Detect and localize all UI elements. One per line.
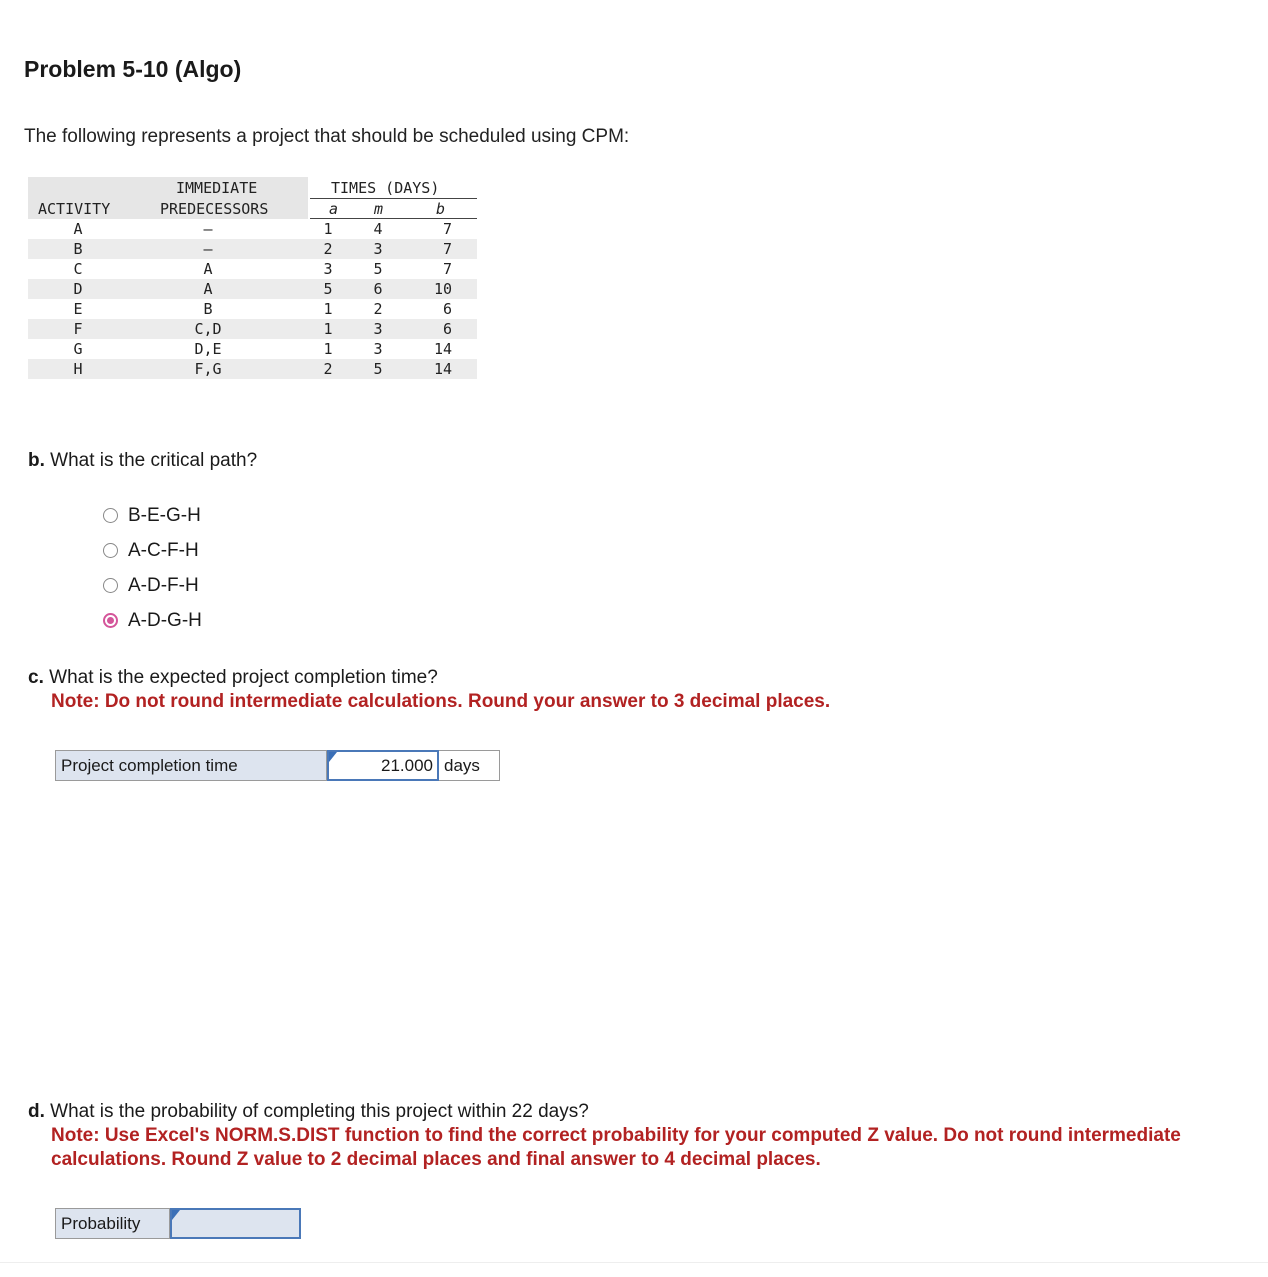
cell-predecessors: D,E [194,340,222,358]
table-row [28,339,477,359]
question-b [28,450,257,472]
probability-row [55,1208,301,1239]
completion-time-input[interactable] [327,750,439,781]
cell-a: 1 [323,340,333,358]
page-title: Problem 5-10 (Algo) [24,56,242,82]
table-row [28,239,477,259]
option-label: A-D-F-H [128,574,199,596]
completion-time-value: 21.000 [381,755,433,775]
cell-b: 14 [433,360,452,378]
cell-a: 2 [323,360,333,378]
cell-a: 3 [323,260,333,278]
radio-button[interactable] [103,508,118,523]
cell-m: 5 [373,360,383,378]
question-c-text: What is the expected project completion time? [43,667,438,688]
header-a: a [329,200,339,218]
cell-activity: F [73,320,83,338]
question-d-note: Note: Use Excel's NORM.S.DIST function to find the correct probability for your computed Z value. Do not round intermediate calculations. Round Z value to 2 decimal places and final answer to 4 decimal places. [51,1125,1181,1170]
table-body [28,219,477,379]
cell-b: 10 [433,280,452,298]
table-row [28,299,477,319]
cell-m: 2 [373,300,383,318]
completion-time-row [55,750,500,781]
probability-label: Probability [55,1208,170,1239]
header-activity: ACTIVITY [38,200,111,218]
cell-b: 7 [442,240,452,258]
probability-input[interactable] [170,1208,301,1239]
intro-text: The following represents a project that should be scheduled using CPM: [24,126,630,147]
header-predecessors: PREDECESSORS [160,200,269,218]
option-a-d-g-h[interactable] [103,603,202,638]
option-a-d-f-h[interactable] [103,568,202,603]
header-immediate: IMMEDIATE [176,179,258,197]
cell-activity: D [73,280,83,298]
question-c-note: Note: Do not round intermediate calculations. Round your answer to 3 decimal places. [51,691,831,712]
table-row [28,319,477,339]
critical-path-options [103,498,202,638]
cell-b: 14 [433,340,452,358]
question-d-text: What is the probability of completing this project within 22 days? [44,1101,589,1122]
cell-m: 3 [373,320,383,338]
flag-icon [172,1210,180,1220]
question-c [28,666,830,714]
radio-button[interactable] [103,613,118,628]
completion-time-unit: days [439,750,500,781]
cell-a: 1 [323,220,333,238]
question-b-text: What is the critical path? [44,450,258,471]
cell-b: 7 [442,220,452,238]
option-label: A-D-G-H [128,609,202,631]
radio-button[interactable] [103,578,118,593]
cell-activity: A [73,220,83,238]
option-label: B-E-G-H [128,504,201,526]
table-row [28,279,477,299]
cell-predecessors: C,D [194,320,222,338]
cell-activity: C [73,260,83,278]
cell-predecessors: F,G [194,360,222,378]
option-a-c-f-h[interactable] [103,533,202,568]
cell-m: 6 [373,280,383,298]
question-b-label: b. [28,450,45,471]
question-d [28,1100,1258,1172]
cell-activity: B [73,240,83,258]
flag-icon [329,752,337,762]
cell-activity: H [73,360,83,378]
cell-activity: G [73,340,83,358]
cell-predecessors: B [203,300,213,318]
cell-a: 1 [323,320,333,338]
option-b-e-g-h[interactable] [103,498,202,533]
cell-a: 5 [323,280,333,298]
cell-m: 3 [373,340,383,358]
option-label: A-C-F-H [128,539,199,561]
cell-predecessors: A [203,280,213,298]
activity-table [28,177,477,379]
table-row [28,219,477,239]
header-times: TIMES (DAYS) [331,179,440,197]
cell-b: 6 [442,300,452,318]
header-m: m [374,200,384,218]
radio-button[interactable] [103,543,118,558]
cell-a: 2 [323,240,333,258]
header-b: b [436,200,446,218]
question-d-label: d. [28,1101,45,1122]
cell-predecessors: — [203,240,213,258]
cell-m: 4 [373,220,383,238]
cell-predecessors: A [203,260,213,278]
cell-a: 1 [323,300,333,318]
cell-b: 7 [442,260,452,278]
table-row [28,259,477,279]
table-header [28,177,477,219]
table-row [28,359,477,379]
completion-time-label: Project completion time [55,750,327,781]
cell-predecessors: — [203,220,213,238]
cell-m: 5 [373,260,383,278]
question-c-label: c. [28,667,44,688]
cell-m: 3 [373,240,383,258]
cell-activity: E [73,300,83,318]
bottom-divider [0,1262,1268,1263]
cell-b: 6 [442,320,452,338]
